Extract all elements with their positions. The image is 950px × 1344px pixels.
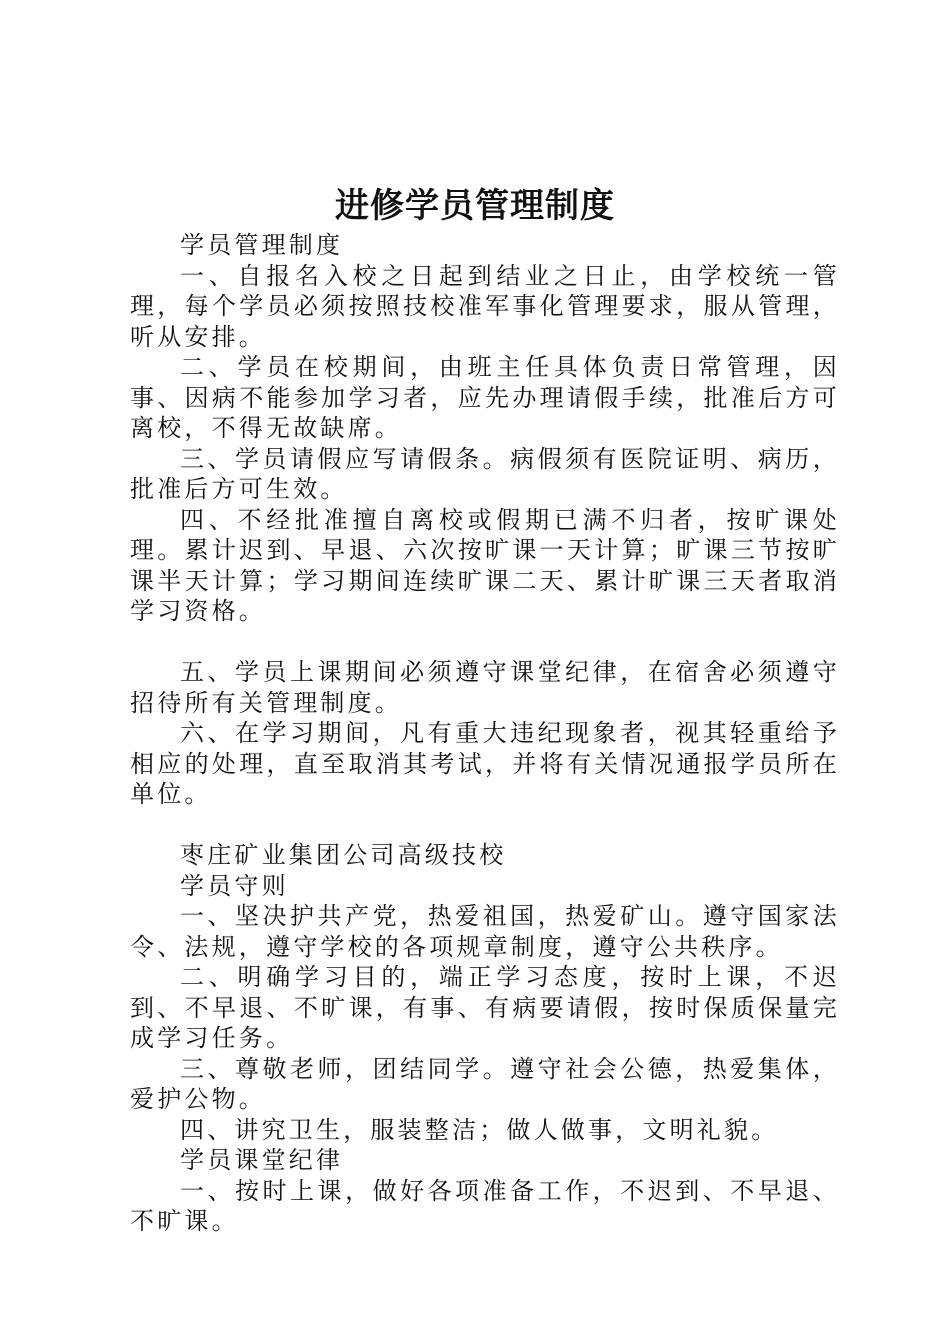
section-heading-code: 学员守则 <box>180 871 289 900</box>
rule-paragraph: 四、不经批准擅自离校或假期已满不归者，按旷课处理。累计迟到、早退、六次按旷课一天计算；旷课三节按旷课半天计算；学习期间连续旷课二天、累计旷课三天者取消学习资格。 <box>130 505 840 625</box>
rule-paragraph: 四、讲究卫生，服装整洁；做人做事，文明礼貌。 <box>180 1115 779 1144</box>
blank-line <box>130 810 840 841</box>
rule-paragraph: 一、按时上课，做好各项准备工作，不迟到、不早退、不旷课。 <box>130 1176 840 1235</box>
document-title: 进修学员管理制度 <box>335 186 615 226</box>
rule-paragraph: 二、明确学习目的，端正学习态度，按时上课，不迟到、不早退、不旷课，有事、有病要请假，按时保质保量完成学习任务。 <box>130 963 840 1052</box>
rule-paragraph: 一、坚决护共产党，热爱祖国，热爱矿山。遵守国家法令、法规，遵守学校的各项规章制度，遵守公共秩序。 <box>130 902 840 961</box>
section-heading-discipline: 学员课堂纪律 <box>180 1146 344 1174</box>
section-heading-management: 学员管理制度 <box>180 231 344 259</box>
document-body <box>130 230 840 1237</box>
rule-paragraph: 五、学员上课期间必须遵守课堂纪律，在宿舍必须遵守招待所有关管理制度。 <box>130 658 840 717</box>
rule-paragraph: 二、学员在校期间，由班主任具体负责日常管理，因事、因病不能参加学习者，应先办理请假手续，批准后方可离校，不得无故缺席。 <box>130 353 840 442</box>
rule-paragraph: 三、学员请假应写请假条。病假须有医院证明、病历，批准后方可生效。 <box>130 444 840 503</box>
blank-line <box>130 627 840 658</box>
rule-paragraph: 六、在学习期间，凡有重大违纪现象者，视其轻重给予相应的处理，直至取消其考试，并将有关情况通报学员所在单位。 <box>130 719 840 808</box>
rule-paragraph: 三、尊敬老师，团结同学。遵守社会公德，热爱集体，爱护公物。 <box>130 1054 840 1113</box>
rule-paragraph: 一、自报名入校之日起到结业之日止，由学校统一管理，每个学员必须按照技校准军事化管理要求，服从管理，听从安排。 <box>130 261 840 351</box>
organization-name: 枣庄矿业集团公司高级技校 <box>180 841 507 869</box>
